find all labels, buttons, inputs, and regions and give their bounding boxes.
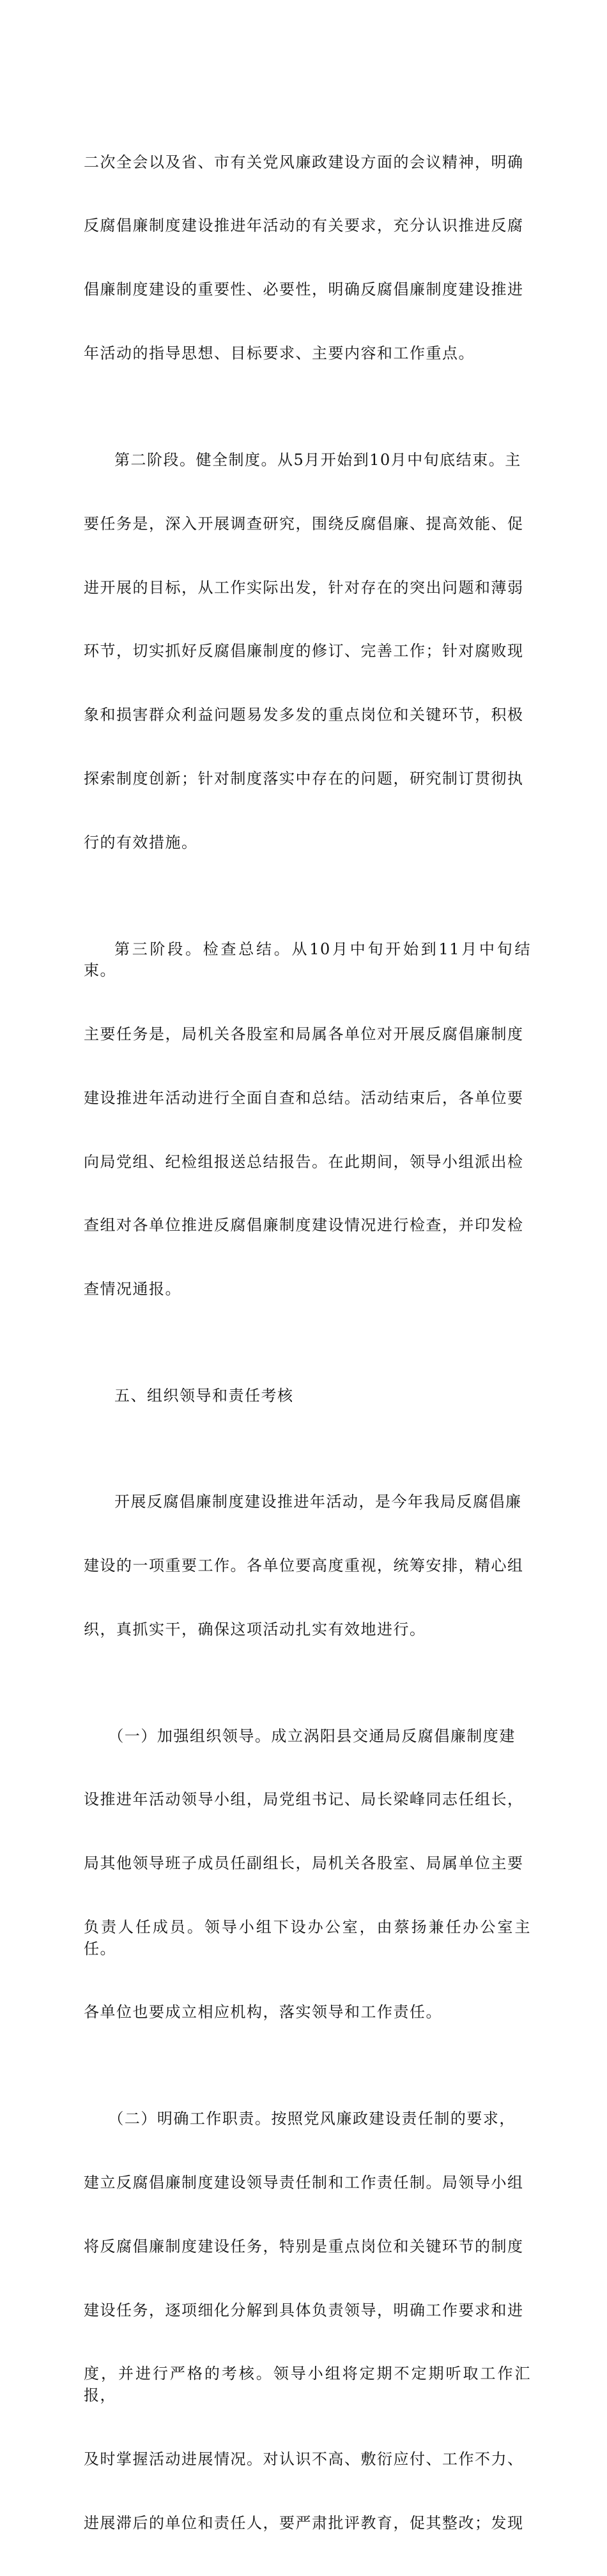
text-line: 要任务是，深入开展调查研究，围绕反腐倡廉、提高效能、促: [84, 514, 524, 533]
text-line: 进开展的目标，从工作实际出发，针对存在的突出问题和薄弱: [84, 578, 524, 597]
text-line: 主要任务是，局机关各股室和局属各单位对开展反腐倡廉制度: [84, 1025, 524, 1043]
text-line: （二）明确工作职责。按照党风廉政建设责任制的要求，: [108, 2109, 516, 2128]
text-line: 建设任务，逐项细化分解到具体负责领导，明确工作要求和进: [84, 2301, 524, 2319]
text-line: 查情况通报。: [84, 1280, 181, 1299]
text-line: 将反腐倡廉制度建设任务，特别是重点岗位和关键环节的制度: [84, 2237, 524, 2255]
text-line: 查组对各单位推进反腐倡廉制度建设情况进行检查，并印发检: [84, 1216, 524, 1235]
text-line: 建设的一项重要工作。各单位要高度重视，统筹安排，精心组: [84, 1557, 524, 1575]
text-line: 二次全会以及省、市有关党风廉政建设方面的会议精神，明确: [84, 153, 524, 171]
text-line: 倡廉制度建设的重要性、必要性，明确反腐倡廉制度建设推进: [84, 280, 524, 299]
text-line: 反腐倡廉制度建设推进年活动的有关要求，充分认识推进反腐: [84, 217, 524, 235]
text-line: 度，并进行严格的考核。领导小组将定期不定期听取工作汇报，: [84, 2365, 531, 2404]
text-line: 象和损害群众利益问题易发多发的重点岗位和关键环节，积极: [84, 706, 524, 724]
text-line: 第二阶段。健全制度。从5月开始到10月中旬底结束。主: [114, 450, 521, 469]
text-line: 织，真抓实干，确保这项活动扎实有效地进行。: [84, 1620, 426, 1639]
section-heading: [84, 1343, 531, 1449]
text-line: 各单位也要成立相应机构，落实领导和工作责任。: [84, 2003, 442, 2022]
text-line: 建设推进年活动进行全面自查和总结。活动结束后，各单位要: [84, 1088, 524, 1107]
text-line: 行的有效措施。: [84, 834, 198, 852]
text-line: 局其他领导班子成员任副组长，局机关各股室、局属单位主要: [84, 1854, 524, 1873]
text-line: 负责人任成员。领导小组下设办公室，由蔡扬兼任办公室主任。: [84, 1918, 531, 1958]
text-line: 向局党组、纪检组报送总结报告。在此期间，领导小组派出检: [84, 1152, 524, 1171]
paragraph-p1: [84, 109, 531, 407]
text-line: 建立反腐倡廉制度建设领导责任制和工作责任制。局领导小组: [84, 2173, 524, 2191]
paragraph-p7: [84, 2066, 531, 2576]
text-line: 开展反腐倡廉制度建设推进年活动，是今年我局反腐倡廉: [114, 1493, 522, 1511]
text-line: 第三阶段。检查总结。从10月中旬开始到11月中旬结束。: [84, 940, 531, 979]
text-line: 进展滞后的单位和责任人，要严肃批评教育，促其整改；发现: [84, 2513, 524, 2532]
paragraph-p2: [84, 407, 531, 896]
document-body: [84, 109, 531, 2576]
text-line: （一）加强组织领导。成立涡阳县交通局反腐倡廉制度建: [108, 1726, 516, 1745]
paragraph-p5: [84, 1449, 531, 1683]
text-line: 探索制度创新；针对制度落实中存在的问题，研究制订贯彻执: [84, 770, 524, 788]
text-line: 年活动的指导思想、目标要求、主要内容和工作重点。: [84, 344, 475, 363]
paragraph-p3: [84, 896, 531, 1343]
text-line: 环节，切实抓好反腐倡廉制度的修订、完善工作；针对腐败现: [84, 642, 524, 660]
text-line: 及时掌握活动进展情况。对认识不高、敷衍应付、工作不力、: [84, 2450, 524, 2468]
text-line: 五、组织领导和责任考核: [114, 1386, 294, 1405]
text-line: 设推进年活动领导小组，局党组书记、局长梁峰同志任组长，: [84, 1790, 524, 1809]
paragraph-p6: [84, 1683, 531, 2066]
